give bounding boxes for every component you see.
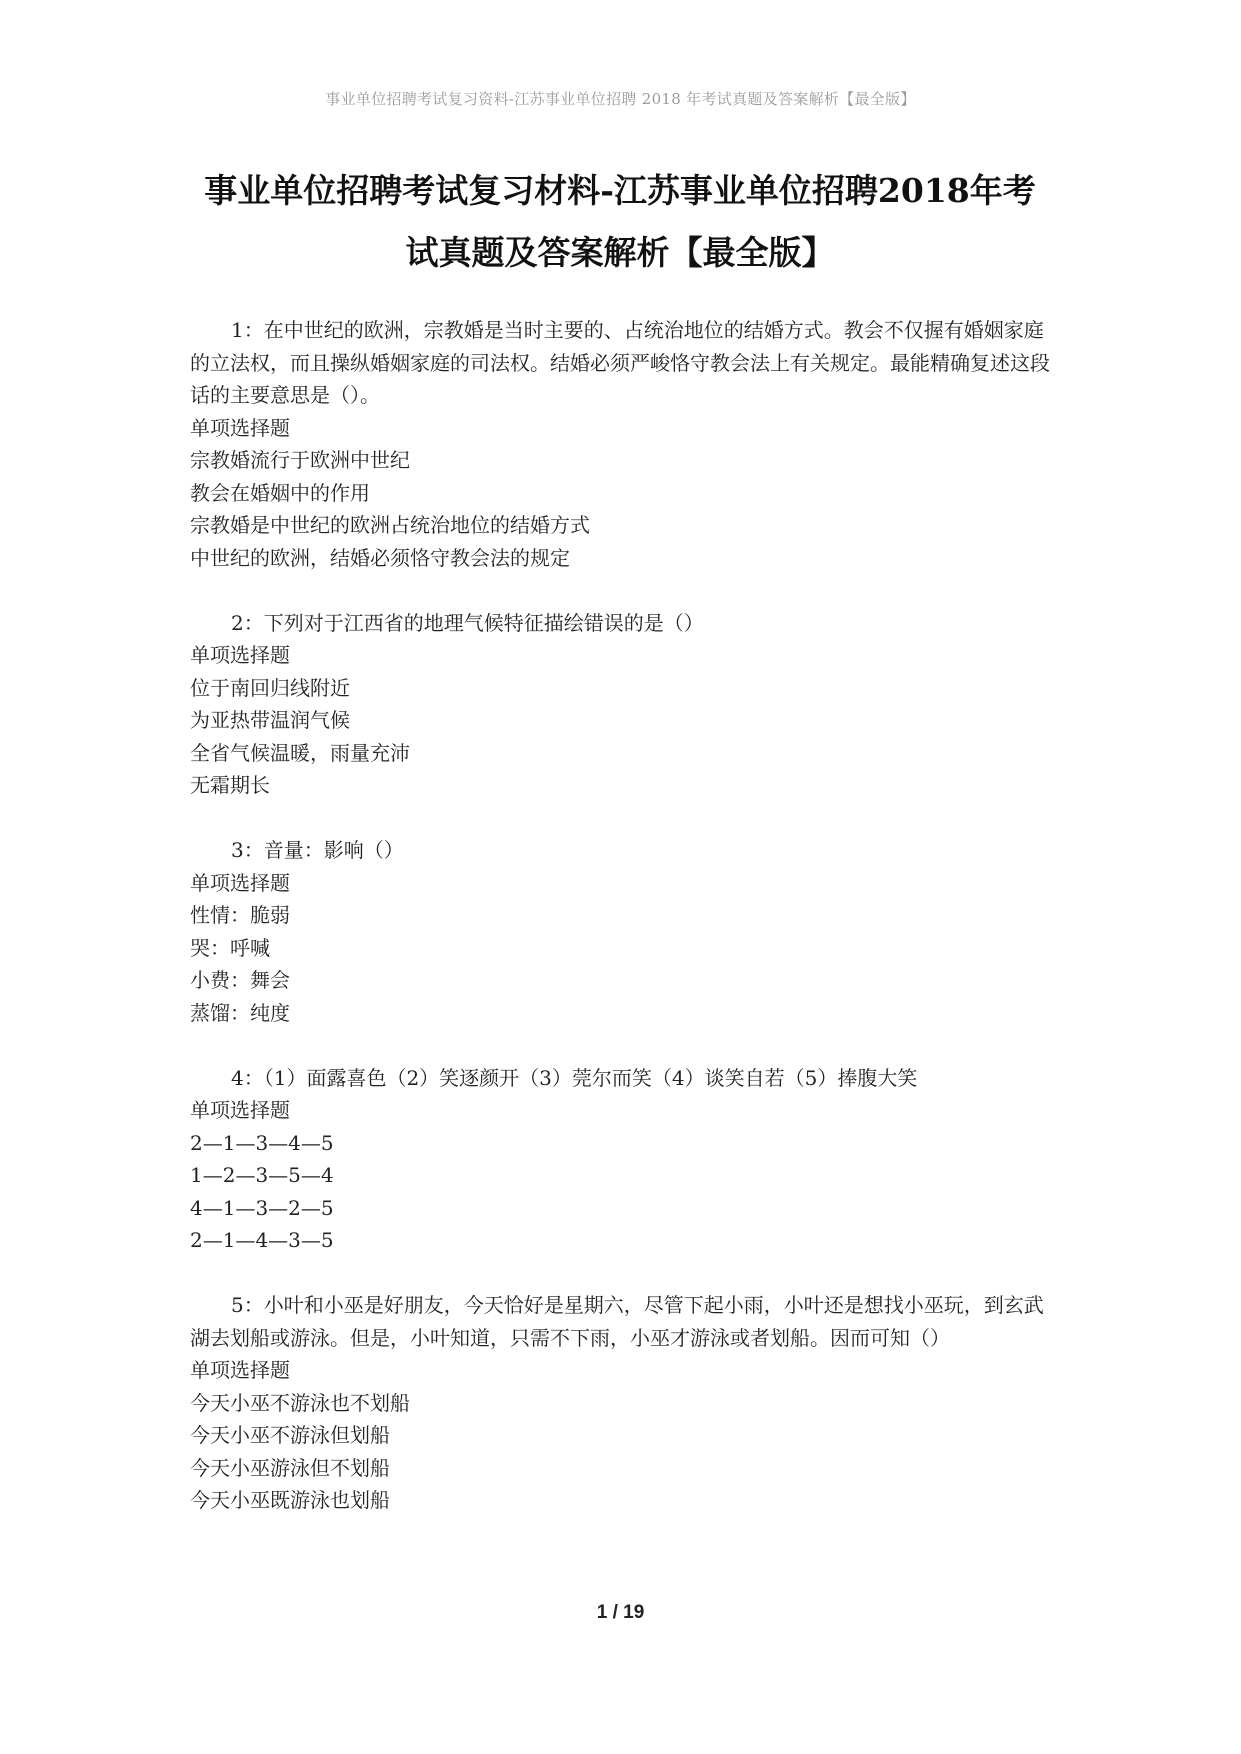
question-5 xyxy=(190,1289,1058,1517)
question-3 xyxy=(190,834,1058,1029)
question-type: 单项选择题 xyxy=(190,870,290,895)
title-line-1: 事业单位招聘考试复习材料-江苏事业单位招聘2018年考 xyxy=(204,171,1036,210)
option-c: 小费：舞会 xyxy=(190,968,290,992)
question-stem: 2：下列对于江西省的地理气候特征描绘错误的是（） xyxy=(231,610,704,635)
option-d: 中世纪的欧洲，结婚必须恪守教会法的规定 xyxy=(190,545,570,570)
option-a: 今天小巫不游泳也不划船 xyxy=(190,1390,410,1415)
question-4 xyxy=(190,1062,1058,1257)
option-a: 2—1—3—4—5 xyxy=(190,1130,334,1155)
question-stem: 4：（1）面露喜色（2）笑逐颜开（3）莞尔而笑（4）谈笑自若（5）捧腹大笑 xyxy=(231,1065,918,1090)
option-b: 哭：呼喊 xyxy=(190,935,270,960)
question-stem: 1：在中世纪的欧洲，宗教婚是当时主要的、占统治地位的结婚方式。教会不仅握有婚姻家庭的立法权，而且操纵婚姻家庭的司法权。结婚必须严峻恪守教会法上有关规定。最能精确复述这段话的主要意思是（）。 xyxy=(190,318,1050,407)
option-b: 1—2—3—5—4 xyxy=(190,1163,334,1187)
question-2 xyxy=(190,607,1058,802)
option-d: 今天小巫既游泳也划船 xyxy=(190,1488,390,1512)
question-type: 单项选择题 xyxy=(190,1098,290,1122)
option-c: 全省气候温暖，雨量充沛 xyxy=(190,740,410,765)
question-stem: 5：小叶和小巫是好朋友，今天恰好是星期六，尽管下起小雨，小叶还是想找小巫玩，到玄武湖去划船或游泳。但是，小叶知道，只需不下雨，小巫才游泳或者划船。因而可知（） xyxy=(190,1293,1044,1350)
page-indicator: 1 / 19 xyxy=(596,1602,645,1623)
option-b: 教会在婚姻中的作用 xyxy=(190,480,370,505)
option-c: 今天小巫游泳但不划船 xyxy=(190,1455,390,1480)
option-d: 蒸馏：纯度 xyxy=(190,1000,290,1025)
option-c: 宗教婚是中世纪的欧洲占统治地位的结婚方式 xyxy=(190,513,590,537)
running-header: 事业单位招聘考试复习资料-江苏事业单位招聘 2018 年考试真题及答案解析【最全版】 xyxy=(325,90,916,108)
question-list xyxy=(190,314,1058,1549)
option-a: 位于南回归线附近 xyxy=(190,675,350,700)
option-d: 2—1—4—3—5 xyxy=(190,1228,334,1252)
question-1 xyxy=(190,314,1058,574)
question-type: 单项选择题 xyxy=(190,1358,290,1382)
option-b: 今天小巫不游泳但划船 xyxy=(190,1423,390,1447)
option-d: 无霜期长 xyxy=(190,773,270,797)
option-a: 宗教婚流行于欧洲中世纪 xyxy=(190,448,410,472)
question-type: 单项选择题 xyxy=(190,415,290,440)
option-c: 4—1—3—2—5 xyxy=(190,1195,334,1220)
option-a: 性情：脆弱 xyxy=(190,903,290,927)
question-stem: 3：音量：影响（） xyxy=(231,838,404,862)
question-type: 单项选择题 xyxy=(190,643,290,667)
option-b: 为亚热带温润气候 xyxy=(190,708,350,732)
title-line-2: 试真题及答案解析【最全版】 xyxy=(405,233,835,272)
document-title xyxy=(180,160,1060,284)
